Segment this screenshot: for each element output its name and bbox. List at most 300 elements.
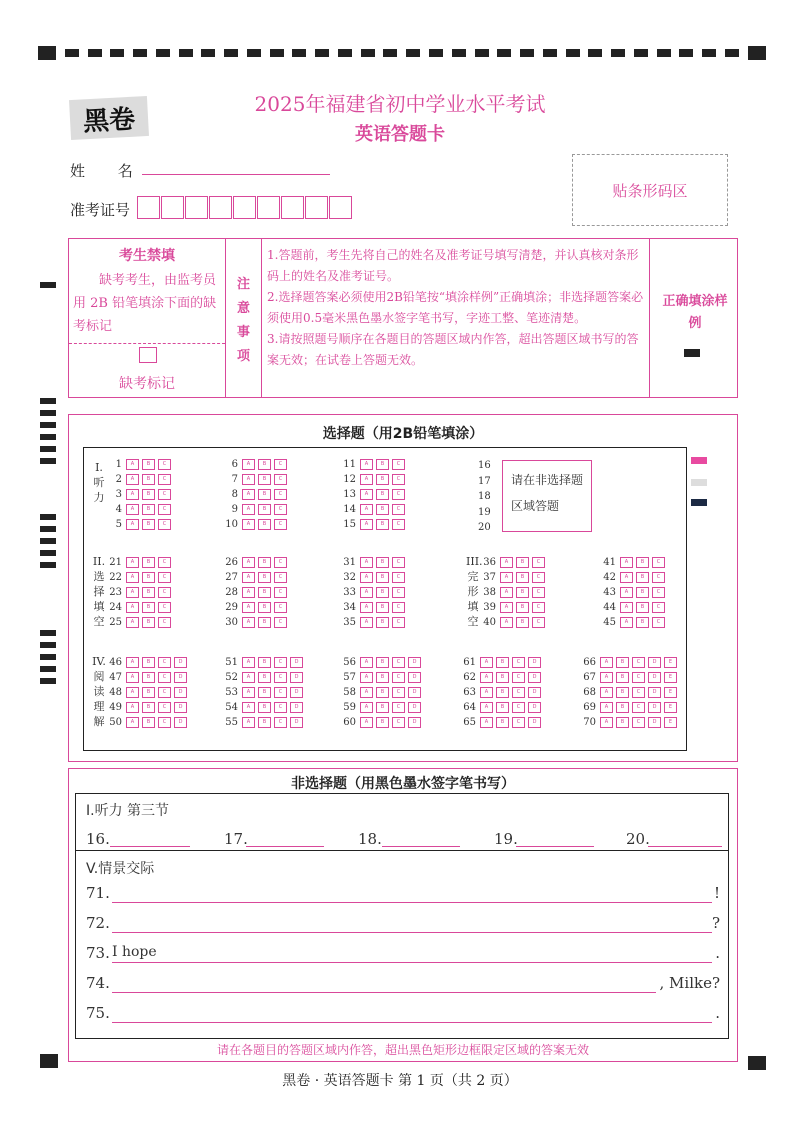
- question-row: 57 A B C D: [340, 671, 424, 684]
- bubble-c[interactable]: C: [158, 519, 171, 530]
- bubble-a[interactable]: A: [126, 602, 139, 613]
- bubble-a[interactable]: A: [360, 587, 373, 598]
- bubble-c[interactable]: C: [652, 587, 665, 598]
- bubble-a[interactable]: A: [242, 459, 255, 470]
- exam-title: 2025年福建省初中学业水平考试: [254, 92, 546, 116]
- answer-line[interactable]: [112, 962, 712, 963]
- bubble-c[interactable]: C: [274, 687, 287, 698]
- bubble-a[interactable]: A: [242, 587, 255, 598]
- bubble-d[interactable]: D: [174, 702, 187, 713]
- bubble-a[interactable]: A: [480, 717, 493, 728]
- bubble-c[interactable]: C: [158, 587, 171, 598]
- bubble-c[interactable]: C: [392, 672, 405, 683]
- bubble-b[interactable]: B: [142, 519, 155, 530]
- bubble-d[interactable]: D: [174, 672, 187, 683]
- bubble-c[interactable]: C: [274, 557, 287, 568]
- bubble-b[interactable]: B: [516, 602, 529, 613]
- bubble-b[interactable]: B: [258, 657, 271, 668]
- bubble-b[interactable]: B: [636, 602, 649, 613]
- bubble-a[interactable]: A: [242, 687, 255, 698]
- bubble-b[interactable]: B: [142, 717, 155, 728]
- bubble-b[interactable]: B: [142, 587, 155, 598]
- id-number-boxes[interactable]: [137, 196, 353, 219]
- question-row: 62 A B C D: [460, 671, 544, 684]
- answer-line[interactable]: [112, 1022, 712, 1023]
- bubble-a[interactable]: A: [500, 602, 513, 613]
- bubble-c[interactable]: C: [392, 702, 405, 713]
- bubble-c[interactable]: C: [274, 489, 287, 500]
- question-row: 13 A B C: [340, 488, 408, 501]
- absent-title: 考生禁填: [119, 248, 175, 264]
- bubble-c[interactable]: C: [274, 702, 287, 713]
- bubble-a[interactable]: A: [360, 474, 373, 485]
- bubble-c[interactable]: C: [392, 657, 405, 668]
- question-row: 2 A B C: [106, 473, 174, 486]
- bubble-d[interactable]: D: [528, 657, 541, 668]
- bubble-b[interactable]: B: [258, 489, 271, 500]
- bubble-b[interactable]: B: [376, 572, 389, 583]
- name-field[interactable]: [142, 174, 330, 175]
- fill-line-17[interactable]: [246, 846, 324, 847]
- bubble-c[interactable]: C: [158, 489, 171, 500]
- line-suffix: .: [715, 944, 720, 962]
- bubble-c[interactable]: C: [158, 602, 171, 613]
- bubble-b[interactable]: B: [142, 617, 155, 628]
- bubble-b[interactable]: B: [258, 504, 271, 515]
- bubble-a[interactable]: A: [242, 617, 255, 628]
- bubble-d[interactable]: D: [290, 717, 303, 728]
- question-row: 45 A B C: [600, 616, 668, 629]
- bubble-d[interactable]: D: [528, 717, 541, 728]
- bubble-b[interactable]: B: [258, 474, 271, 485]
- bubble-c[interactable]: C: [512, 687, 525, 698]
- nonchoice-footer-note: 请在各题目的答题区域内作答，超出黑色矩形边框限定区域的答案无效: [216, 1043, 589, 1057]
- bubble-c[interactable]: C: [392, 587, 405, 598]
- bubble-a[interactable]: A: [360, 519, 373, 530]
- bubble-b[interactable]: B: [258, 519, 271, 530]
- bubble-b[interactable]: B: [516, 617, 529, 628]
- bubble-a[interactable]: A: [360, 489, 373, 500]
- question-row: 64 A B C D: [460, 701, 544, 714]
- part2-label: II.选择填空: [92, 555, 106, 628]
- bubble-b[interactable]: B: [376, 504, 389, 515]
- question-row: 63 A B C D: [460, 686, 544, 699]
- question-row: 36 A B C: [480, 556, 548, 569]
- bubble-a[interactable]: A: [600, 672, 613, 683]
- bubble-a[interactable]: A: [600, 702, 613, 713]
- bubble-c[interactable]: C: [532, 572, 545, 583]
- bubble-b[interactable]: B: [142, 557, 155, 568]
- bubble-c[interactable]: C: [158, 687, 171, 698]
- bubble-b[interactable]: B: [496, 672, 509, 683]
- instructions-box: [68, 238, 738, 398]
- bubble-a[interactable]: A: [500, 557, 513, 568]
- part4-label: IV.阅读理解: [92, 655, 106, 728]
- bubble-b[interactable]: B: [616, 687, 629, 698]
- bubble-a[interactable]: A: [500, 587, 513, 598]
- bubble-a[interactable]: A: [126, 587, 139, 598]
- bubble-c[interactable]: C: [274, 572, 287, 583]
- bubble-b[interactable]: B: [616, 717, 629, 728]
- bubble-e[interactable]: E: [664, 672, 677, 683]
- bubble-b[interactable]: B: [616, 672, 629, 683]
- question-row: 61 A B C D: [460, 656, 544, 669]
- bubble-c[interactable]: C: [274, 717, 287, 728]
- bubble-d[interactable]: D: [174, 687, 187, 698]
- bubble-e[interactable]: E: [664, 687, 677, 698]
- bubble-a[interactable]: A: [126, 459, 139, 470]
- bubble-a[interactable]: A: [126, 702, 139, 713]
- bubble-b[interactable]: B: [142, 474, 155, 485]
- bubble-b[interactable]: B: [376, 459, 389, 470]
- bubble-d[interactable]: D: [174, 657, 187, 668]
- bubble-b[interactable]: B: [376, 489, 389, 500]
- bubble-b[interactable]: B: [142, 687, 155, 698]
- bubble-a[interactable]: A: [126, 717, 139, 728]
- page-footer: 黑卷 · 英语答题卡 第 1 页（共 2 页）: [282, 1073, 518, 1089]
- bubble-c[interactable]: C: [158, 572, 171, 583]
- bubble-b[interactable]: B: [376, 702, 389, 713]
- question-row: 23 A B C: [106, 586, 174, 599]
- bubble-b[interactable]: B: [376, 687, 389, 698]
- bubble-a[interactable]: A: [242, 519, 255, 530]
- bubble-b[interactable]: B: [258, 617, 271, 628]
- bubble-b[interactable]: B: [376, 602, 389, 613]
- question-row: 51 A B C D: [222, 656, 306, 669]
- bubble-b[interactable]: B: [376, 557, 389, 568]
- bubble-c[interactable]: C: [512, 702, 525, 713]
- bubble-a[interactable]: A: [620, 557, 633, 568]
- question-row: 5 A B C: [106, 518, 174, 531]
- bubble-b[interactable]: B: [142, 572, 155, 583]
- bubble-b[interactable]: B: [636, 572, 649, 583]
- bubble-b[interactable]: B: [142, 459, 155, 470]
- bubble-b[interactable]: B: [496, 717, 509, 728]
- fill-line-16[interactable]: [110, 846, 190, 847]
- bubble-b[interactable]: B: [636, 617, 649, 628]
- bubble-a[interactable]: A: [600, 687, 613, 698]
- bubble-c[interactable]: C: [392, 687, 405, 698]
- bubble-c[interactable]: C: [532, 557, 545, 568]
- bubble-c[interactable]: C: [158, 617, 171, 628]
- question-row: 29 A B C: [222, 601, 290, 614]
- bubble-b[interactable]: B: [376, 672, 389, 683]
- bubble-b[interactable]: B: [376, 717, 389, 728]
- question-row: 68 A B C D E: [580, 686, 680, 699]
- bubble-a[interactable]: A: [242, 504, 255, 515]
- bubble-c[interactable]: C: [632, 657, 645, 668]
- color-mark-dark: [691, 499, 707, 506]
- bubble-b[interactable]: B: [258, 687, 271, 698]
- bubble-a[interactable]: A: [126, 657, 139, 668]
- fill-num: 16.: [86, 830, 110, 848]
- bubble-c[interactable]: C: [512, 657, 525, 668]
- question-row: 69 A B C D E: [580, 701, 680, 714]
- bubble-a[interactable]: A: [242, 702, 255, 713]
- bubble-a[interactable]: A: [480, 687, 493, 698]
- bubble-b[interactable]: B: [142, 672, 155, 683]
- bubble-c[interactable]: C: [392, 617, 405, 628]
- bubble-e[interactable]: E: [664, 657, 677, 668]
- question-row: 41 A B C: [600, 556, 668, 569]
- bubble-d[interactable]: D: [408, 702, 421, 713]
- bubble-a[interactable]: A: [126, 572, 139, 583]
- bubble-c[interactable]: C: [512, 672, 525, 683]
- bubble-a[interactable]: A: [360, 602, 373, 613]
- bubble-a[interactable]: A: [620, 602, 633, 613]
- question-row: 26 A B C: [222, 556, 290, 569]
- bubble-a[interactable]: A: [480, 702, 493, 713]
- question-row: 50 A B C D: [106, 716, 190, 729]
- bubble-b[interactable]: B: [376, 657, 389, 668]
- bubble-d[interactable]: D: [648, 657, 661, 668]
- fill-line-18[interactable]: [382, 846, 460, 847]
- question-row: 4 A B C: [106, 503, 174, 516]
- bubble-a[interactable]: A: [620, 617, 633, 628]
- answer-line[interactable]: [112, 932, 712, 933]
- question-row: 25 A B C: [106, 616, 174, 629]
- fill-line-20[interactable]: [648, 846, 722, 847]
- answer-line[interactable]: [112, 902, 712, 903]
- question-row: 54 A B C D: [222, 701, 306, 714]
- bubble-c[interactable]: C: [652, 617, 665, 628]
- bubble-c[interactable]: C: [158, 474, 171, 485]
- bubble-d[interactable]: D: [528, 687, 541, 698]
- question-row: 37 A B C: [480, 571, 548, 584]
- bubble-b[interactable]: B: [258, 587, 271, 598]
- bubble-a[interactable]: A: [126, 504, 139, 515]
- bubble-b[interactable]: B: [516, 572, 529, 583]
- line-suffix: , Milke?: [659, 974, 720, 992]
- question-row: 60 A B C D: [340, 716, 424, 729]
- bubble-b[interactable]: B: [376, 519, 389, 530]
- question-row: 21 A B C: [106, 556, 174, 569]
- bubble-a[interactable]: A: [600, 717, 613, 728]
- fill-line-19[interactable]: [516, 846, 594, 847]
- bubble-c[interactable]: C: [652, 572, 665, 583]
- bubble-a[interactable]: A: [600, 657, 613, 668]
- color-mark-gray: [691, 479, 707, 486]
- bubble-c[interactable]: C: [532, 617, 545, 628]
- bubble-d[interactable]: D: [648, 672, 661, 683]
- bubble-d[interactable]: D: [408, 687, 421, 698]
- bubble-a[interactable]: A: [126, 672, 139, 683]
- bubble-b[interactable]: B: [258, 557, 271, 568]
- bubble-b[interactable]: B: [142, 504, 155, 515]
- bubble-a[interactable]: A: [620, 572, 633, 583]
- bubble-d[interactable]: D: [408, 717, 421, 728]
- bubble-c[interactable]: C: [274, 657, 287, 668]
- bubble-c[interactable]: C: [158, 717, 171, 728]
- line-prefix: I hope: [112, 944, 157, 960]
- bubble-b[interactable]: B: [376, 617, 389, 628]
- bubble-a[interactable]: A: [360, 687, 373, 698]
- bubble-a[interactable]: A: [126, 474, 139, 485]
- bubble-d[interactable]: D: [174, 717, 187, 728]
- question-row: 6 A B C: [222, 458, 290, 471]
- question-row: 38 A B C: [480, 586, 548, 599]
- question-row: 31 A B C: [340, 556, 408, 569]
- bubble-d[interactable]: D: [408, 672, 421, 683]
- bubble-a[interactable]: A: [360, 717, 373, 728]
- bubble-c[interactable]: C: [274, 504, 287, 515]
- bubble-c[interactable]: C: [532, 602, 545, 613]
- bubble-b[interactable]: B: [142, 602, 155, 613]
- notice-list: [267, 245, 647, 371]
- question-row: 14 A B C: [340, 503, 408, 516]
- bubble-a[interactable]: A: [242, 474, 255, 485]
- bubble-c[interactable]: C: [274, 459, 287, 470]
- notice-item: 1.答题前，考生先将自己的姓名及准考证号填写清楚，并认真核对条形码上的姓名及准考证号。: [267, 248, 639, 283]
- bubble-a[interactable]: A: [242, 557, 255, 568]
- bubble-b[interactable]: B: [616, 702, 629, 713]
- question-row: 43 A B C: [600, 586, 668, 599]
- bubble-c[interactable]: C: [392, 717, 405, 728]
- bubble-a[interactable]: A: [242, 672, 255, 683]
- bubble-a[interactable]: A: [126, 519, 139, 530]
- bubble-d[interactable]: D: [648, 687, 661, 698]
- bubble-d[interactable]: D: [408, 657, 421, 668]
- bubble-c[interactable]: C: [632, 702, 645, 713]
- line-suffix: .: [715, 1004, 720, 1022]
- bubble-a[interactable]: A: [480, 657, 493, 668]
- bubble-a[interactable]: A: [360, 702, 373, 713]
- bubble-b[interactable]: B: [258, 717, 271, 728]
- bubble-b[interactable]: B: [258, 702, 271, 713]
- bubble-b[interactable]: B: [616, 657, 629, 668]
- question-row: 3 A B C: [106, 488, 174, 501]
- question-row: 58 A B C D: [340, 686, 424, 699]
- question-row: 40 A B C: [480, 616, 548, 629]
- bubble-a[interactable]: A: [500, 617, 513, 628]
- bubble-b[interactable]: B: [376, 474, 389, 485]
- bubble-c[interactable]: C: [274, 474, 287, 485]
- bubble-c[interactable]: C: [512, 717, 525, 728]
- question-row: 33 A B C: [340, 586, 408, 599]
- bubble-e[interactable]: E: [664, 702, 677, 713]
- bubble-a[interactable]: A: [500, 572, 513, 583]
- bubble-c[interactable]: C: [158, 557, 171, 568]
- bubble-d[interactable]: D: [290, 657, 303, 668]
- bubble-c[interactable]: C: [274, 602, 287, 613]
- bubble-b[interactable]: B: [496, 657, 509, 668]
- bubble-a[interactable]: A: [360, 557, 373, 568]
- bubble-a[interactable]: A: [242, 572, 255, 583]
- bubble-d[interactable]: D: [528, 702, 541, 713]
- bubble-d[interactable]: D: [290, 702, 303, 713]
- part3-label: III.完形填空: [466, 555, 483, 628]
- bubble-c[interactable]: C: [392, 602, 405, 613]
- absent-mark-box[interactable]: [139, 347, 157, 363]
- bubble-c[interactable]: C: [392, 519, 405, 530]
- question-row: 48 A B C D: [106, 686, 190, 699]
- bubble-b[interactable]: B: [258, 602, 271, 613]
- bubble-a[interactable]: A: [620, 587, 633, 598]
- bubble-c[interactable]: C: [158, 702, 171, 713]
- bubble-a[interactable]: A: [360, 657, 373, 668]
- bubble-b[interactable]: B: [516, 587, 529, 598]
- bubble-b[interactable]: B: [142, 489, 155, 500]
- bubble-a[interactable]: A: [126, 489, 139, 500]
- bubble-c[interactable]: C: [158, 459, 171, 470]
- bubble-c[interactable]: C: [532, 587, 545, 598]
- bubble-c[interactable]: C: [392, 557, 405, 568]
- bubble-a[interactable]: A: [126, 617, 139, 628]
- question-row: 1 A B C: [106, 458, 174, 471]
- bubble-d[interactable]: D: [648, 702, 661, 713]
- line-number: 73.: [86, 944, 110, 962]
- bubble-c[interactable]: C: [274, 519, 287, 530]
- bubble-b[interactable]: B: [636, 557, 649, 568]
- bubble-c[interactable]: C: [652, 557, 665, 568]
- bubble-a[interactable]: A: [242, 657, 255, 668]
- bubble-c[interactable]: C: [274, 672, 287, 683]
- bubble-c[interactable]: C: [274, 587, 287, 598]
- bubble-c[interactable]: C: [392, 459, 405, 470]
- bubble-c[interactable]: C: [632, 672, 645, 683]
- bubble-b[interactable]: B: [142, 702, 155, 713]
- bubble-a[interactable]: A: [242, 602, 255, 613]
- bubble-c[interactable]: C: [158, 504, 171, 515]
- bubble-c[interactable]: C: [392, 572, 405, 583]
- bubble-c[interactable]: C: [158, 672, 171, 683]
- bubble-b[interactable]: B: [142, 657, 155, 668]
- bubble-a[interactable]: A: [126, 557, 139, 568]
- bubble-b[interactable]: B: [376, 587, 389, 598]
- bubble-d[interactable]: D: [290, 672, 303, 683]
- question-row: 67 A B C D E: [580, 671, 680, 684]
- bubble-b[interactable]: B: [258, 672, 271, 683]
- question-row: 7 A B C: [222, 473, 290, 486]
- bubble-c[interactable]: C: [158, 657, 171, 668]
- bubble-d[interactable]: D: [290, 687, 303, 698]
- answer-line[interactable]: [112, 992, 656, 993]
- bubble-c[interactable]: C: [392, 474, 405, 485]
- bubble-b[interactable]: B: [258, 459, 271, 470]
- bubble-d[interactable]: D: [528, 672, 541, 683]
- bubble-b[interactable]: B: [258, 572, 271, 583]
- brand-logo: 黑卷: [69, 96, 149, 140]
- bubble-a[interactable]: A: [242, 717, 255, 728]
- bubble-a[interactable]: A: [480, 672, 493, 683]
- bubble-a[interactable]: A: [360, 504, 373, 515]
- bubble-a[interactable]: A: [360, 572, 373, 583]
- line-number: 71.: [86, 884, 110, 902]
- bubble-b[interactable]: B: [636, 587, 649, 598]
- bubble-c[interactable]: C: [632, 687, 645, 698]
- nonchoice-section: [68, 768, 738, 1062]
- color-mark-pink: [691, 457, 707, 464]
- bubble-c[interactable]: C: [392, 489, 405, 500]
- bubble-a[interactable]: A: [126, 687, 139, 698]
- bubble-a[interactable]: A: [360, 459, 373, 470]
- bubble-e[interactable]: E: [664, 717, 677, 728]
- nonchoice-answer-box: [75, 793, 729, 1039]
- bubble-b[interactable]: B: [496, 687, 509, 698]
- bubble-a[interactable]: A: [360, 672, 373, 683]
- bubble-c[interactable]: C: [632, 717, 645, 728]
- bubble-c[interactable]: C: [274, 617, 287, 628]
- bubble-c[interactable]: C: [652, 602, 665, 613]
- bubble-b[interactable]: B: [516, 557, 529, 568]
- bubble-a[interactable]: A: [360, 617, 373, 628]
- bubble-c[interactable]: C: [392, 504, 405, 515]
- bubble-a[interactable]: A: [242, 489, 255, 500]
- bubble-d[interactable]: D: [648, 717, 661, 728]
- question-row: 70 A B C D E: [580, 716, 680, 729]
- barcode-area: 贴条形码区: [572, 154, 728, 226]
- bubble-b[interactable]: B: [496, 702, 509, 713]
